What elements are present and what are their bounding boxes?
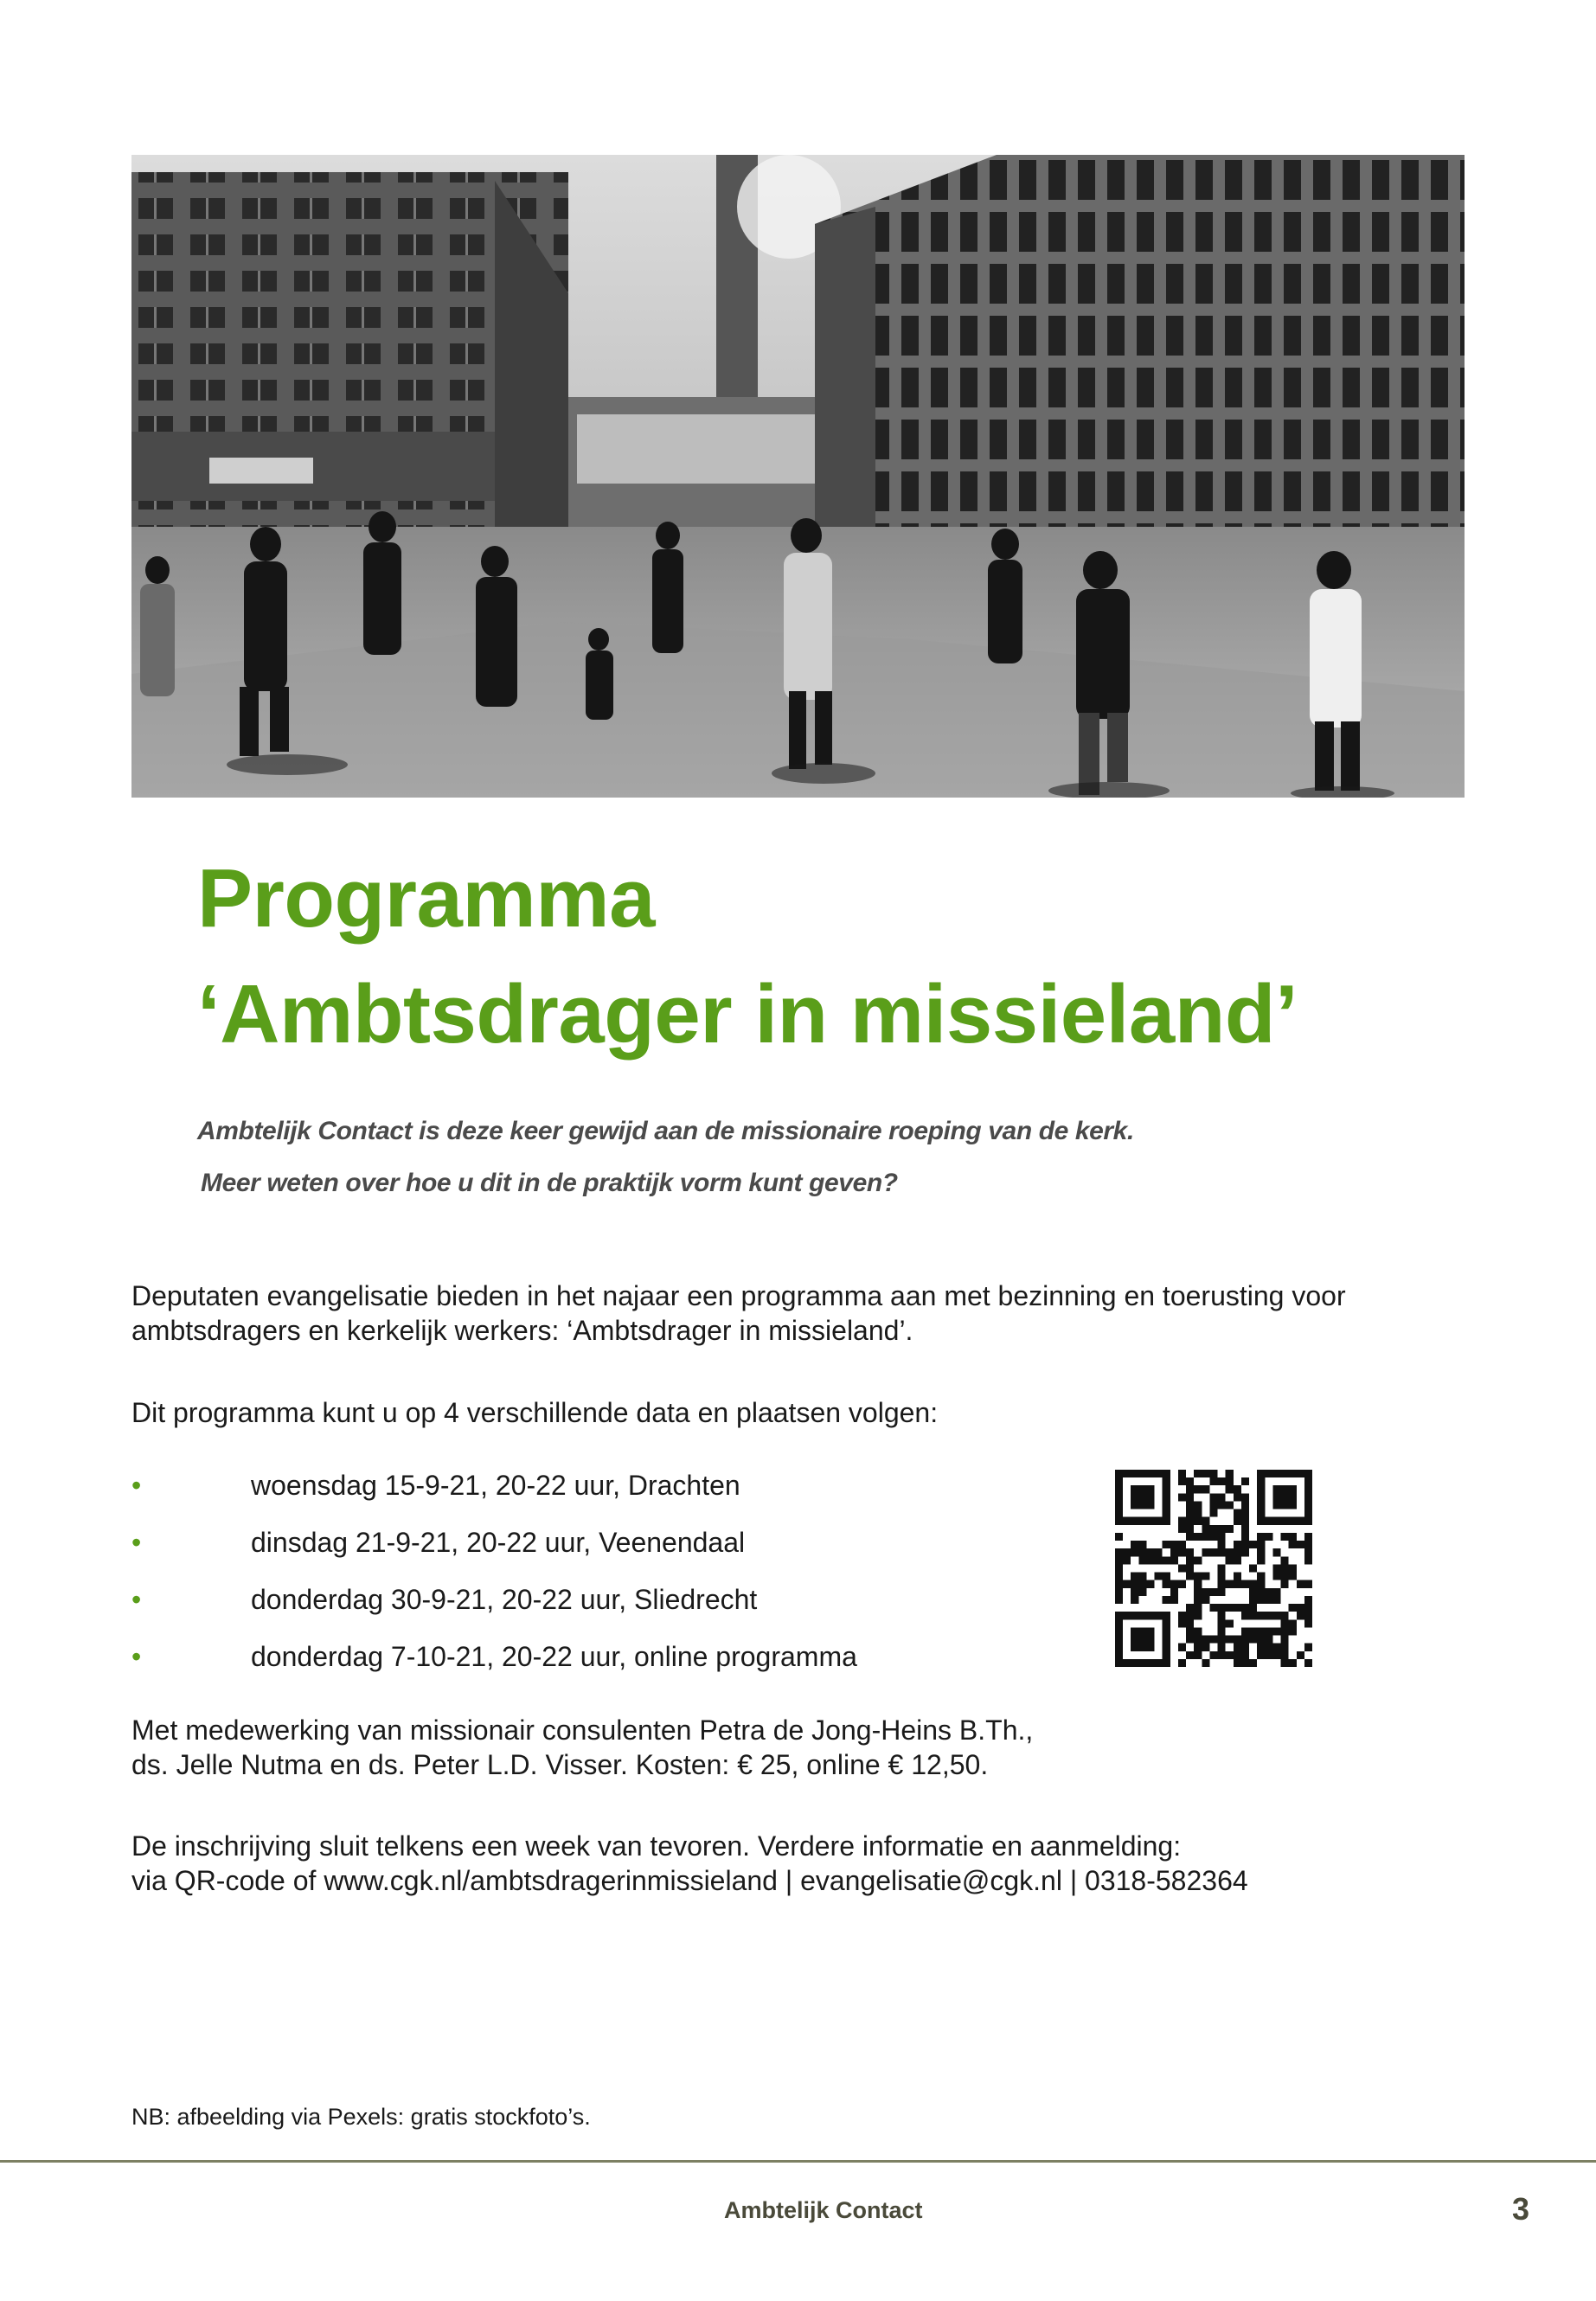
intro-line-1: Ambtelijk Contact is deze keer gewijd aan de missionaire roeping van de kerk. <box>197 1117 1134 1145</box>
qr-code-icon[interactable] <box>1115 1470 1312 1667</box>
paragraph-intro <box>131 1279 1468 1348</box>
title-line-2: ‘Ambtsdrager in missieland’ <box>197 968 1298 1061</box>
title-line-1: Programma <box>197 852 656 945</box>
paragraph-registration-line-1: De inschrijving sluit telkens een week van tevoren. Verdere informatie en aanmelding: <box>131 1830 1182 1862</box>
paragraph-intro-line-1: Deputaten evangelisatie bieden in het najaar een programma aan met bezinning en toerusting voor <box>131 1280 1346 1311</box>
page-number: 3 <box>1512 2191 1530 2227</box>
paragraph-intro-line-2: ambtsdragers en kerkelijk werkers: ‘Ambtsdrager in missieland’. <box>131 1315 913 1346</box>
footer-divider <box>0 2160 1596 2163</box>
bullet-icon: • <box>131 1527 142 1558</box>
bullet-icon: • <box>131 1641 142 1672</box>
schedule-item-text: donderdag 7-10-21, 20-22 uur, online programma <box>251 1641 857 1672</box>
schedule-list <box>131 1468 1083 1696</box>
list-item <box>131 1639 1083 1696</box>
schedule-item-text: dinsdag 21-9-21, 20-22 uur, Veenendaal <box>251 1527 746 1558</box>
paragraph-contributors-line-2: ds. Jelle Nutma en ds. Peter L.D. Visser. Kosten: € 25, online € 12,50. <box>131 1749 989 1780</box>
street-crowd-photo <box>131 155 1465 798</box>
paragraph-schedule-lead: Dit programma kunt u op 4 verschillende data en plaatsen volgen: <box>131 1397 939 1428</box>
schedule-item-text: donderdag 30-9-21, 20-22 uur, Sliedrecht <box>251 1584 758 1615</box>
image-credit-note: NB: afbeelding via Pexels: gratis stockfoto’s. <box>131 2104 591 2130</box>
intro-lead <box>197 1106 1408 1209</box>
schedule-item-text: woensdag 15-9-21, 20-22 uur, Drachten <box>251 1470 740 1501</box>
bullet-icon: • <box>131 1470 142 1501</box>
paragraph-contributors <box>131 1713 1468 1782</box>
paragraph-registration-line-2[interactable]: via QR-code of www.cgk.nl/ambtsdragerinmissieland | evangelisatie@cgk.nl | 0318-582364 <box>131 1865 1248 1896</box>
list-item <box>131 1468 1083 1525</box>
page-title <box>197 841 1495 1073</box>
bullet-icon: • <box>131 1584 142 1615</box>
list-item <box>131 1582 1083 1639</box>
footer-publication-title: Ambtelijk Contact <box>724 2197 923 2223</box>
paragraph-registration <box>131 1829 1468 1898</box>
intro-line-2: Meer weten over hoe u dit in de praktijk vorm kunt geven? <box>201 1169 898 1197</box>
list-item <box>131 1525 1083 1582</box>
paragraph-contributors-line-1: Met medewerking van missionair consulenten Petra de Jong-Heins B.Th., <box>131 1715 1034 1746</box>
